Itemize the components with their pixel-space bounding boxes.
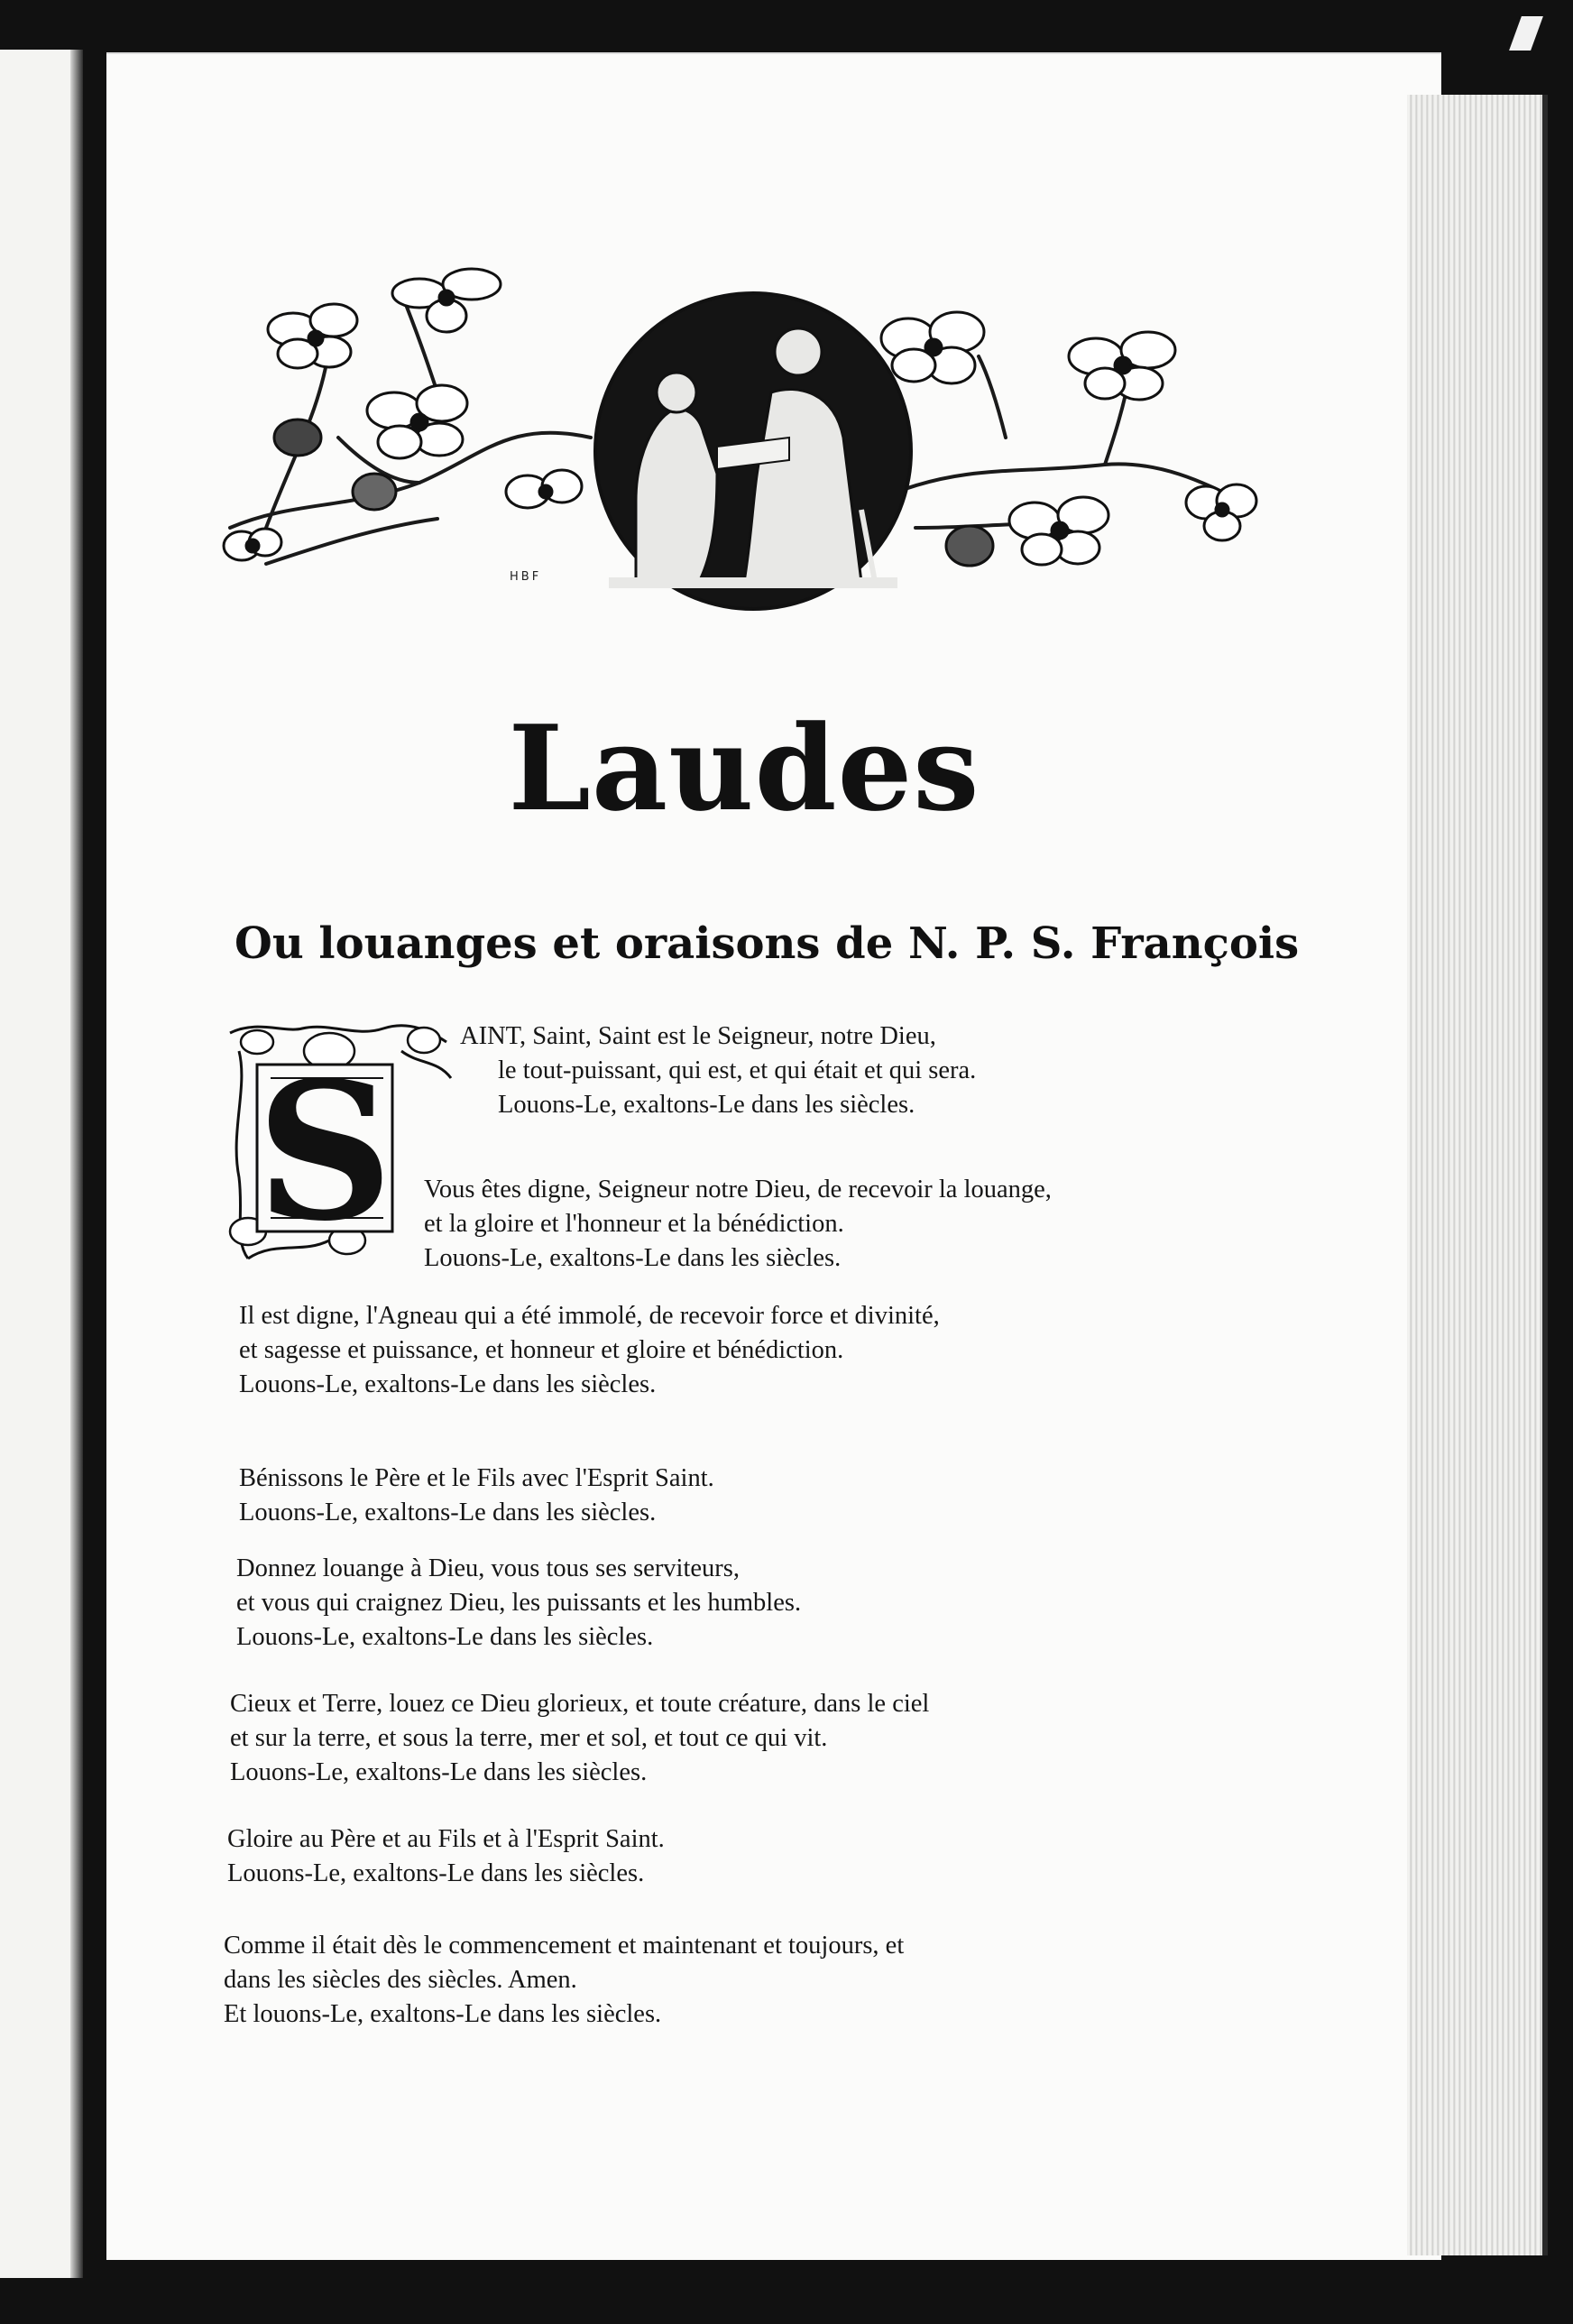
stanza-line: Il est digne, l'Agneau qui a été immolé, de recevoir force et divinité,: [239, 1302, 940, 1330]
stanza-line: Gloire au Père et au Fils et à l'Esprit Saint.: [227, 1825, 665, 1853]
stanza-line: Louons-Le, exaltons-Le dans les siècles.: [230, 1758, 648, 1786]
stanza-line: Louons-Le, exaltons-Le dans les siècles.: [239, 1499, 657, 1526]
stanza-line: et sagesse et puissance, et honneur et gloire et bénédiction.: [239, 1336, 844, 1364]
stanza-4: [239, 1462, 714, 1530]
stanza-line: Louons-Le, exaltons-Le dans les siècles.: [239, 1370, 657, 1398]
corner-tab: [1509, 16, 1543, 51]
stanza-line: Et louons-Le, exaltons-Le dans les siècles.: [224, 2000, 662, 2028]
stanza-line: Louons-Le, exaltons-Le dans les siècles.: [498, 1091, 915, 1119]
page-block-edges: [1407, 95, 1548, 2255]
stanza-line: AINT, Saint, Saint est le Seigneur, notre Dieu,: [460, 1022, 936, 1050]
stanza-line: Louons-Le, exaltons-Le dans les siècles.: [227, 1859, 645, 1887]
stanza-line: Comme il était dès le commencement et maintenant et toujours, et: [224, 1932, 905, 1960]
svg-text:S: S: [256, 1040, 393, 1263]
stanza-8: [224, 1929, 904, 2032]
stanza-line: Cieux et Terre, louez ce Dieu glorieux, et toute créature, dans le ciel: [230, 1690, 930, 1718]
stanza-5: [236, 1552, 801, 1655]
stanza-line: Donnez louange à Dieu, vous tous ses serviteurs,: [236, 1554, 741, 1582]
stanza-line: Bénissons le Père et le Fils avec l'Esprit Saint.: [239, 1464, 714, 1492]
stanza-3: [239, 1299, 940, 1402]
stanza-line: le tout-puissant, qui est, et qui était et qui sera.: [498, 1056, 977, 1084]
dropcap-s-icon: [221, 1015, 455, 1268]
stanza-line: et la gloire et l'honneur et la bénédiction.: [424, 1210, 844, 1238]
page-subtitle: Ou louanges et oraisons de N. P. S. François: [235, 918, 1300, 969]
stanza-7: [227, 1822, 665, 1891]
stanza-line: dans les siècles des siècles. Amen.: [224, 1966, 577, 1994]
monk-medallion-icon: [595, 293, 911, 609]
header-vignette: [212, 257, 1276, 636]
stanza-line: Louons-Le, exaltons-Le dans les siècles.: [236, 1623, 654, 1651]
facing-page-edge: [0, 50, 83, 2278]
stanza-line: et sur la terre, et sous la terre, mer et sol, et tout ce qui vit.: [230, 1724, 828, 1752]
stanza-line: Louons-Le, exaltons-Le dans les siècles.: [424, 1244, 842, 1272]
illustrator-initials: HBF: [510, 570, 542, 584]
stanza-2: [424, 1173, 1052, 1276]
flower-icon: [212, 257, 1276, 636]
stanza-line: et vous qui craignez Dieu, les puissants et les humbles.: [236, 1589, 802, 1617]
page-title: Laudes: [508, 699, 980, 837]
stanza-line: Vous êtes digne, Seigneur notre Dieu, de recevoir la louange,: [424, 1176, 1052, 1204]
stanza-1: [460, 1019, 976, 1122]
stanza-6: [230, 1687, 929, 1790]
